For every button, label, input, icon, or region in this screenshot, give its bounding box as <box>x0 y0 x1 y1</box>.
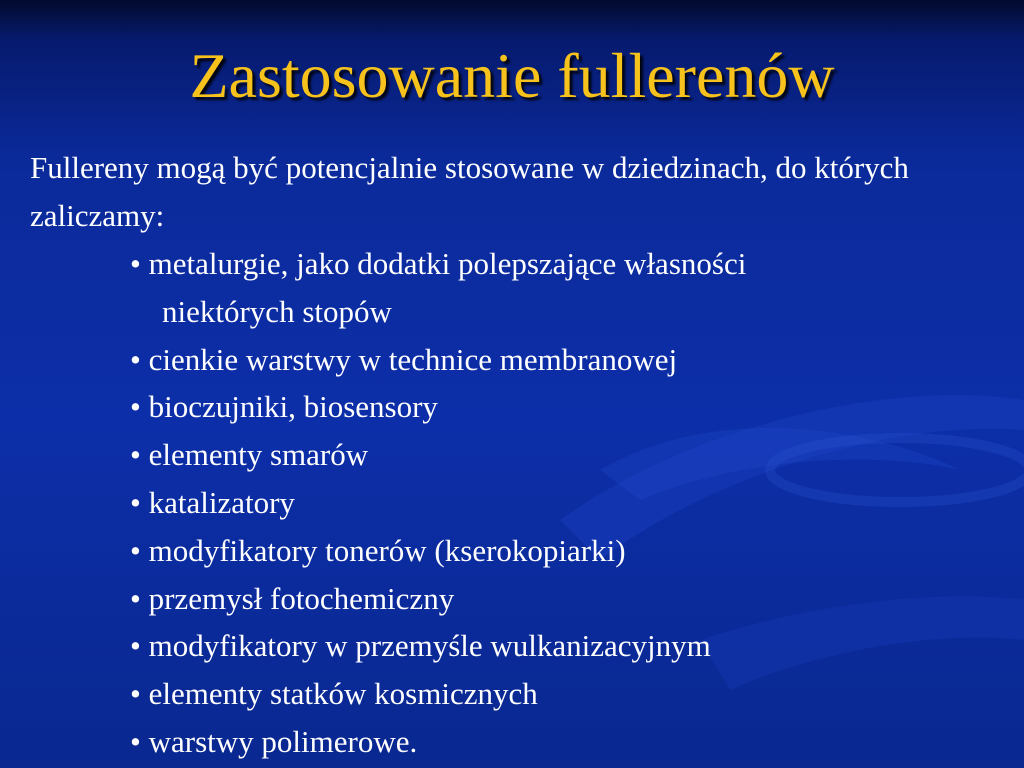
bullet-marker: • <box>130 437 141 473</box>
list-item <box>130 479 1010 527</box>
list-item <box>130 240 1010 336</box>
list-item <box>130 718 1010 766</box>
list-item-text: modyfikatory w przemyśle wulkanizacyjnym <box>148 628 711 664</box>
list-item <box>130 383 1010 431</box>
list-item <box>130 336 1010 384</box>
list-item <box>130 431 1010 479</box>
bullet-marker: • <box>130 723 141 759</box>
bullet-marker: • <box>130 532 141 568</box>
list-item <box>130 527 1010 575</box>
list-item <box>130 670 1010 718</box>
list-item-text: elementy smarów <box>148 437 369 473</box>
bullet-marker: • <box>130 341 141 377</box>
intro-paragraph: Fullereny mogą być potencjalnie stosowane w dziedzinach, do których zaliczamy: <box>30 150 909 233</box>
slide-title: Zastosowanie fullerenów <box>189 40 835 111</box>
list-item <box>130 622 1010 670</box>
list-item-text: bioczujniki, biosensory <box>148 389 438 425</box>
list-item-text: elementy statków kosmicznych <box>148 676 538 712</box>
list-item-text: katalizatory <box>148 484 295 520</box>
list-item-text: przemysł fotochemiczny <box>148 580 455 616</box>
list-item-text: warstwy polimerowe. <box>148 723 418 759</box>
list-item <box>130 575 1010 623</box>
bullet-marker: • <box>130 246 141 281</box>
bullet-marker: • <box>130 676 141 712</box>
bullet-marker: • <box>130 628 141 664</box>
bullet-marker: • <box>130 389 141 425</box>
list-item-continuation: niektórych stopów <box>162 293 392 329</box>
list-item-text: cienkie warstwy w technice membranowej <box>148 341 678 377</box>
bullet-list <box>130 240 1010 766</box>
bullet-marker: • <box>130 580 141 616</box>
bullet-marker: • <box>130 484 141 520</box>
list-item-text: modyfikatory tonerów (kserokopiarki) <box>148 532 626 568</box>
list-item-text: metalurgie, jako dodatki polepszające własności <box>148 246 747 281</box>
